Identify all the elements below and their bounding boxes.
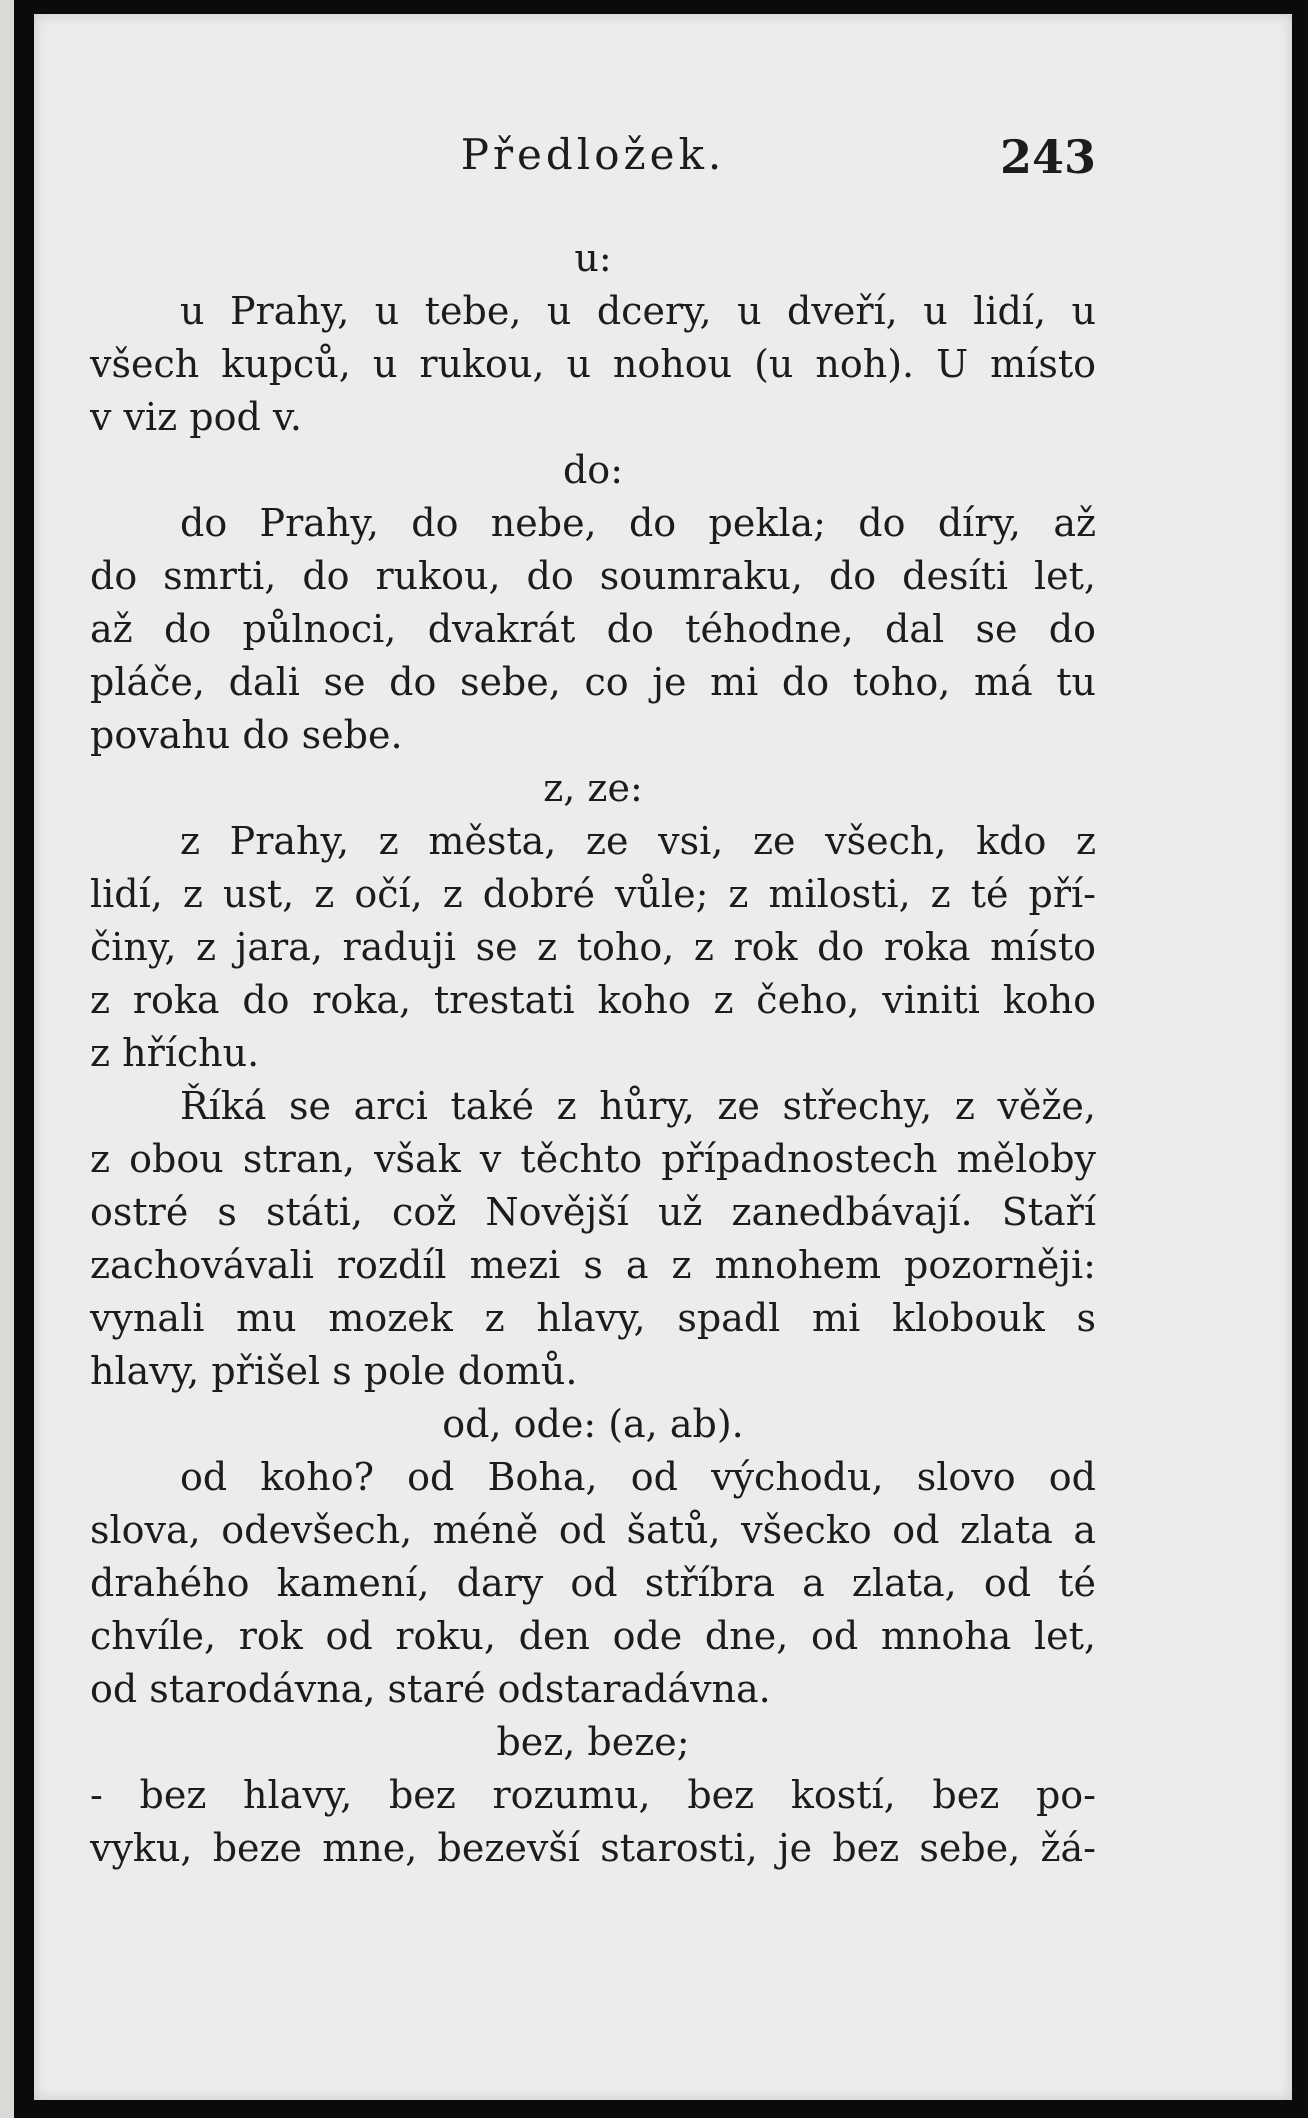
text-line: vynali mu mozek z hlavy, spadl mi klobouk s xyxy=(90,1296,1096,1340)
page-number: 243 xyxy=(999,130,1096,184)
text-line: slova, odevšech, méně od šatů, všecko od zlata a xyxy=(90,1508,1096,1552)
text-line: do Prahy, do nebe, do pekla; do díry, až xyxy=(180,501,1096,545)
text-line: od koho? od Boha, od východu, slovo od xyxy=(180,1455,1096,1499)
text-line: vyku, beze mne, bezevší starosti, je bez sebe, žá- xyxy=(90,1826,1096,1870)
page-header xyxy=(90,130,1096,210)
text-line: z roka do roka, trestati koho z čeho, viniti koho xyxy=(90,978,1096,1022)
text-line: hlavy, přišel s pole domů. xyxy=(90,1349,578,1393)
text-line: drahého kamení, dary od stříbra a zlata, od té xyxy=(90,1561,1096,1605)
section-heading-bez: bez, beze; xyxy=(496,1720,690,1764)
section-heading-u: u: xyxy=(574,236,612,280)
text-line: z Prahy, z města, ze vsi, ze všech, kdo z xyxy=(180,819,1096,863)
text-line: povahu do sebe. xyxy=(90,713,403,757)
text-line: zachovávali rozdíl mezi s a z mnohem pozorněji: xyxy=(90,1243,1096,1287)
running-title: Předložek. xyxy=(460,130,726,179)
page-body xyxy=(90,232,1096,1875)
text-line: všech kupců, u rukou, u nohou (u noh). U místo xyxy=(90,342,1096,386)
text-line: do smrti, do rukou, do soumraku, do desíti let, xyxy=(90,554,1096,598)
text-line: v viz pod v. xyxy=(90,395,302,439)
text-line: u Prahy, u tebe, u dcery, u dveří, u lidí, u xyxy=(180,289,1096,333)
section-heading-z: z, ze: xyxy=(543,766,643,810)
text-line: Říká se arci také z hůry, ze střechy, z věže, xyxy=(180,1084,1096,1128)
text-line: od starodávna, staré odstaradávna. xyxy=(90,1667,771,1711)
section-heading-od: od, ode: (a, ab). xyxy=(442,1402,744,1446)
text-line: z hříchu. xyxy=(90,1031,260,1075)
text-line: ostré s státi, což Novější už zanedbávají. Staří xyxy=(90,1190,1096,1234)
text-line: lidí, z ust, z očí, z dobré vůle; z milosti, z té pří- xyxy=(90,872,1096,916)
section-heading-do: do: xyxy=(562,448,623,492)
text-line: pláče, dali se do sebe, co je mi do toho, má tu xyxy=(90,660,1096,704)
text-line: chvíle, rok od roku, den ode dne, od mnoha let, xyxy=(90,1614,1096,1658)
page-edge xyxy=(0,0,14,2118)
text-line: - bez hlavy, bez rozumu, bez kostí, bez po- xyxy=(90,1773,1096,1817)
text-line: až do půlnoci, dvakrát do téhodne, dal se do xyxy=(90,607,1096,651)
text-line: činy, z jara, raduji se z toho, z rok do roka místo xyxy=(90,925,1096,969)
text-line: z obou stran, však v těchto případnostech měloby xyxy=(90,1137,1096,1181)
